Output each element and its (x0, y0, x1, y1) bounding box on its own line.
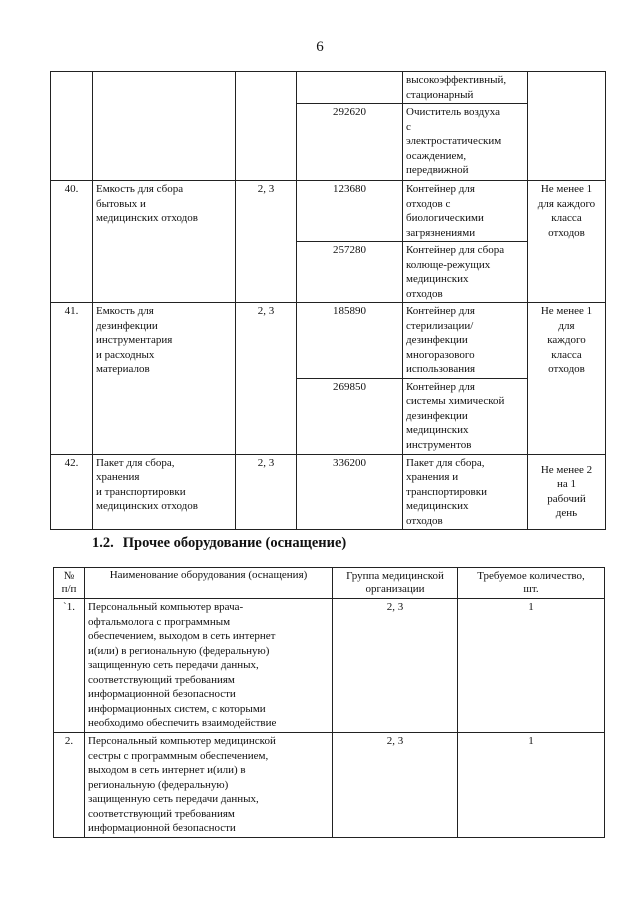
cell-num: `1. (54, 599, 85, 733)
cell-code: 257280 (297, 242, 403, 303)
cell-name: Персональный компьютер медицинской сестры с программным обеспечением, выходом в сеть интернет и(или) в региональную (федеральную) защищенную сеть передачи данных, соответствующий требованиям информационной безопасности (85, 733, 333, 838)
page-number: 6 (316, 39, 324, 55)
cell-group: 2, 3 (236, 454, 297, 530)
cell-qty: 1 (458, 599, 605, 733)
table-row (51, 72, 606, 104)
table-row (54, 733, 605, 838)
cell-code: 123680 (297, 181, 403, 242)
cell-code (297, 72, 403, 104)
cell-num: 42. (51, 454, 93, 530)
header-group: Группа медицинской организации (333, 568, 458, 599)
cell-code: 269850 (297, 378, 403, 454)
cell-group: 2, 3 (236, 181, 297, 303)
table-header-row (54, 568, 605, 599)
table-row (51, 303, 606, 379)
cell-group: 2, 3 (333, 733, 458, 838)
equipment-table-continued (50, 71, 606, 530)
cell-qty: Не менее 2 на 1 рабочий день (528, 454, 606, 530)
header-num: № п/п (54, 568, 85, 599)
cell-name: Емкость для сбора бытовых и медицинских отходов (93, 181, 236, 303)
cell-code: 292620 (297, 104, 403, 181)
cell-name: Персональный компьютер врача- офтальмолога с программным обеспечением, выходом в сеть интернет и(или) в региональную (федеральную) защищенную сеть передачи данных, соответствующий требованиям информационной безопасности информационных систем, с которыми необходимо обеспечить взаимодействие (85, 599, 333, 733)
other-equipment-table (53, 567, 605, 838)
cell-qty: Не менее 1 для каждого класса отходов (528, 303, 606, 455)
cell-subname: Контейнер для системы химической дезинфекции медицинских инструментов (403, 378, 528, 454)
cell-code: 336200 (297, 454, 403, 530)
cell-name: Пакет для сбора, хранения и транспортировки медицинских отходов (93, 454, 236, 530)
cell-group: 2, 3 (236, 303, 297, 455)
section-title: 1.2. Прочее оборудование (оснащение) (92, 535, 347, 551)
cell-num (51, 72, 93, 181)
cell-subname: высокоэффективный, стационарный (403, 72, 528, 104)
table-row (54, 599, 605, 733)
cell-name (93, 72, 236, 181)
cell-subname: Очиститель воздуха с электростатическим осаждением, передвижной (403, 104, 528, 181)
cell-num: 2. (54, 733, 85, 838)
cell-subname: Контейнер для стерилизации/ дезинфекции многоразового использования (403, 303, 528, 379)
cell-qty (528, 72, 606, 181)
table-row (51, 181, 606, 242)
cell-code: 185890 (297, 303, 403, 379)
table-row (51, 454, 606, 530)
cell-subname: Пакет для сбора, хранения и транспортировки медицинских отходов (403, 454, 528, 530)
cell-subname: Контейнер для отходов с биологическими загрязнениями (403, 181, 528, 242)
cell-num: 41. (51, 303, 93, 455)
cell-group: 2, 3 (333, 599, 458, 733)
cell-subname: Контейнер для сбора колюще-режущих медицинских отходов (403, 242, 528, 303)
cell-group (236, 72, 297, 181)
header-name: Наименование оборудования (оснащения) (85, 568, 333, 599)
cell-name: Емкость для дезинфекции инструментария и расходных материалов (93, 303, 236, 455)
header-qty: Требуемое количество, шт. (458, 568, 605, 599)
cell-qty: Не менее 1 для каждого класса отходов (528, 181, 606, 303)
cell-num: 40. (51, 181, 93, 303)
cell-qty: 1 (458, 733, 605, 838)
